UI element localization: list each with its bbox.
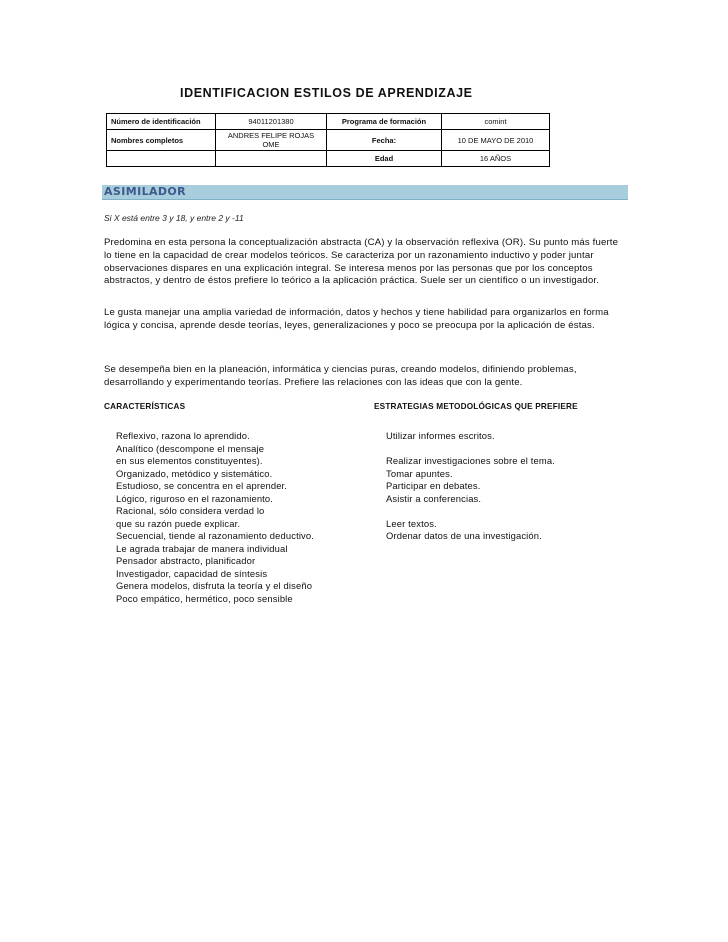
list-item: Le agrada trabajar de manera individual	[116, 542, 288, 554]
list-item: que su razón puede explicar.	[116, 517, 241, 529]
list-item: Estudioso, se concentra en el aprender.	[116, 480, 288, 491]
date-value: 10 DE MAYO DE 2010	[442, 130, 550, 151]
date-label: Fecha:	[327, 130, 442, 151]
strategies-list	[386, 430, 555, 543]
paragraph-3: Se desempeña bien en la planeación, informática y ciencias puras, creando modelos, difiniendo problemas, desarrollando y experimentando teorías. Prefiere las relaciones con las ideas que con la gente.	[104, 364, 577, 388]
paragraph-1: Predomina en esta persona la conceptualización abstracta (CA) y la observación reflexiva (OR). Su punto más fuerte lo tiene en la capacidad de crear modelos teóricos. Se caracteriza por un razonamiento inductivo y poder juntar observaciones dispares en una explicación integral. Se interesa menos por las personas que por los conceptos abstractos, y dentro de éstos prefiere lo teórico a la aplicación práctica. Suele ser un científico o un investigador.	[104, 237, 619, 287]
list-item: Tomar apuntes.	[386, 467, 453, 479]
age-label: Edad	[327, 151, 442, 167]
id-number-label: Número de identificación	[107, 114, 216, 130]
list-item: Genera modelos, disfruta la teoría y el diseño	[116, 580, 313, 591]
characteristics-heading: CARACTERÍSTICAS	[104, 402, 186, 411]
program-label: Programa de formación	[327, 114, 442, 130]
list-item: Reflexivo, razona lo aprendido.	[116, 430, 250, 441]
paragraph-2: Le gusta manejar una amplia variedad de información, datos y hechos y tiene habilidad para organizarlos en forma lógica y concisa, aprende desde teorías, leyes, generalizaciones y poco se preocupa por la aplicación de éstas.	[104, 307, 609, 331]
list-spacer	[386, 443, 555, 456]
list-item: Organizado, metódico y sistemático.	[116, 467, 273, 479]
list-item: en sus elementos constituyentes).	[116, 455, 263, 466]
list-item: Ordenar datos de una investigación.	[386, 530, 542, 541]
table-row	[107, 151, 550, 167]
full-name-value: ANDRES FELIPE ROJAS OME	[216, 130, 327, 151]
list-item: Analítico (descompone el mensaje	[116, 442, 265, 454]
list-item: Poco empático, hermético, poco sensible	[116, 592, 293, 604]
list-item: Leer textos.	[386, 517, 437, 529]
id-number-value: 94011201380	[216, 114, 327, 130]
list-item: Investigador, capacidad de síntesis	[116, 567, 268, 579]
program-value: comint	[442, 114, 550, 130]
list-spacer	[386, 505, 555, 518]
full-name-label: Nombres completos	[107, 130, 216, 151]
list-item: Racional, sólo considera verdad lo	[116, 505, 265, 516]
empty-cell	[107, 151, 216, 167]
age-value: 16 AÑOS	[442, 151, 550, 167]
list-item: Participar en debates.	[386, 480, 481, 491]
strategies-heading: ESTRATEGIAS METODOLÓGICAS QUE PREFIERE	[374, 402, 578, 411]
list-item: Secuencial, tiende al razonamiento deductivo.	[116, 530, 315, 541]
identification-table	[106, 113, 550, 167]
section-condition: Si X está entre 3 y 18, y entre 2 y -11	[104, 213, 244, 223]
section-header-asimilador: ASIMILADOR	[102, 185, 628, 200]
list-item: Pensador abstracto, planificador	[116, 555, 256, 566]
characteristics-list	[116, 430, 314, 605]
list-item: Lógico, riguroso en el razonamiento.	[116, 492, 274, 504]
list-item: Asistir a conferencias.	[386, 492, 482, 504]
page-title: IDENTIFICACION ESTILOS DE APRENDIZAJE	[180, 86, 473, 100]
table-row	[107, 130, 550, 151]
list-item: Utilizar informes escritos.	[386, 430, 495, 441]
empty-cell	[216, 151, 327, 167]
table-row	[107, 114, 550, 130]
list-item: Realizar investigaciones sobre el tema.	[386, 455, 555, 466]
